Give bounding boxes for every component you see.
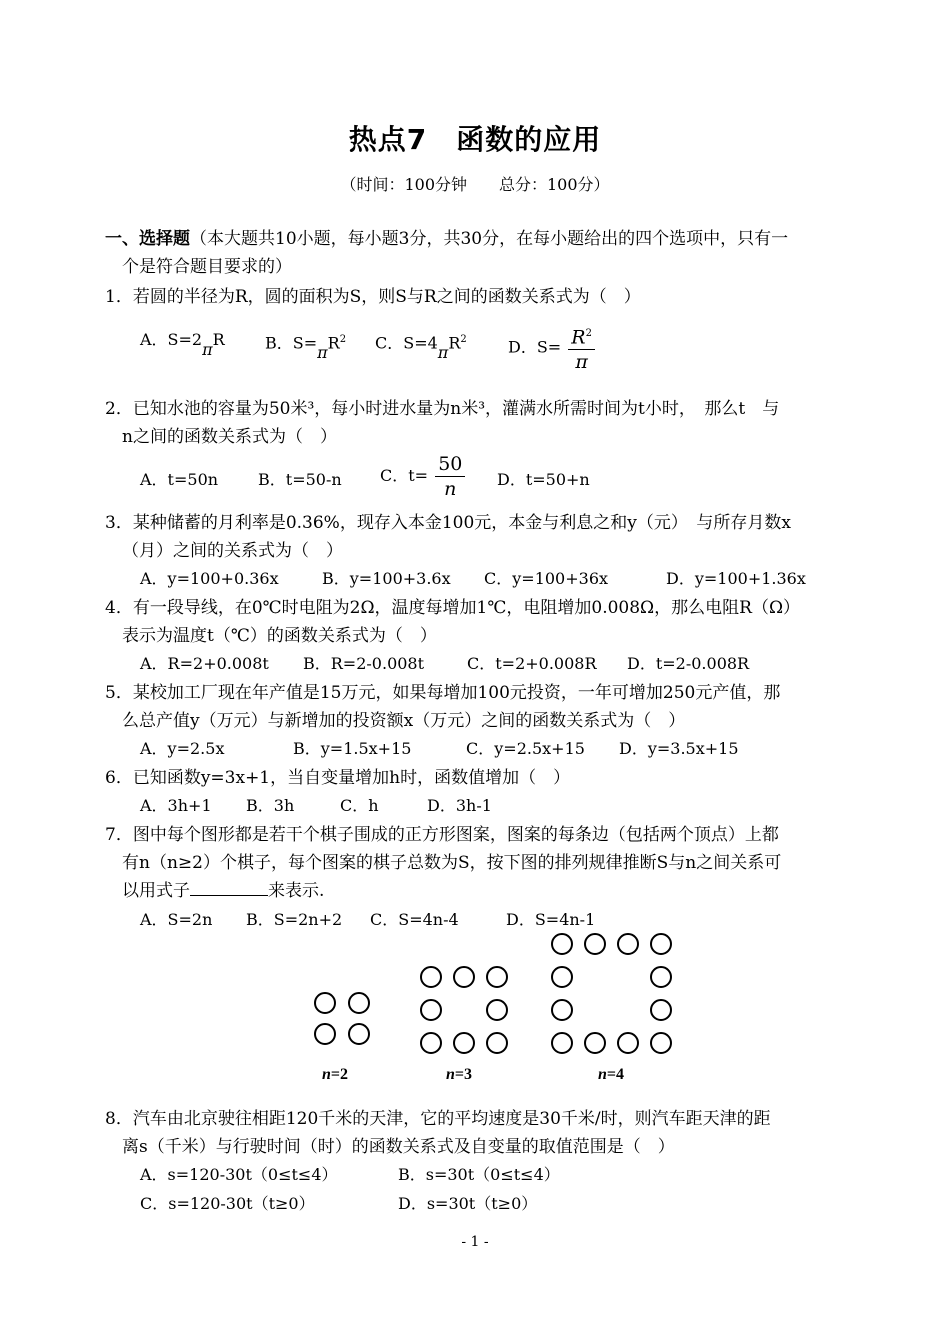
question-8-option-d: D．s=30t（t≥0） [398,1194,538,1213]
chess-piece [617,933,639,955]
chess-piece [650,1032,672,1054]
question-4-option-a: A．R=2+0.008t [140,654,269,673]
chess-piece [348,992,370,1014]
chess-piece [650,966,672,988]
question-7-line-3: 以用式子 来表示. [122,881,325,901]
answer-blank [190,881,268,896]
question-6-option-c: C．h [340,796,379,815]
question-2-option-a: A．t=50n [140,470,219,489]
question-3-option-d: D．y=100+1.36x [666,569,806,588]
question-5-line-2: 么总产值y（万元）与新增加的投资额x（万元）之间的函数关系式为（ ） [122,711,686,731]
question-4-line-2: 表示为温度t（℃）的函数关系式为（ ） [122,626,437,646]
question-2-option-c: C．t= $\frac{50}{n}$ [380,452,465,501]
figure-label-n4: n=4 [598,1066,625,1083]
question-5-option-c: C．y=2.5x+15 [466,739,585,758]
question-3-option-c: C．y=100+36x [484,569,609,588]
question-8-option-a: A．s=120-30t（0≤t≤4） [140,1165,338,1184]
chess-piece [420,999,442,1021]
question-2-option-b: B．t=50-n [258,470,342,489]
chess-piece [314,992,336,1014]
question-4-option-d: D．t=2-0.008R [627,654,750,673]
chess-piece [650,999,672,1021]
question-7-line-2: 有n（n≥2）个棋子，每个图案的棋子总数为S，按下图的排列规律推断S与n之间关系可 [122,853,782,873]
section-heading [105,228,788,250]
question-6-option-a: A．3h+1 [140,796,212,815]
question-3-line-2: （月）之间的关系式为（ ） [122,541,343,561]
question-5-option-b: B．y=1.5x+15 [293,739,412,758]
chess-piece [453,966,475,988]
chess-piece [486,966,508,988]
question-6-option-d: D．3h-1 [427,796,492,815]
chess-piece [584,933,606,955]
section-title: 一、选择题 [105,229,190,249]
question-3-option-b: B．y=100+3.6x [322,569,451,588]
question-3-line-1: 3．某种储蓄的月利率是0.36%，现存入本金100元，本金与利息之和y（元） 与所存月数x [105,513,791,533]
question-2-line-1: 2．已知水池的容量为50米³，每小时进水量为n米³，灌满水所需时间为t小时， 那么t 与 [105,399,780,419]
question-6-option-b: B．3h [246,796,295,815]
question-5-option-d: D．y=3.5x+15 [619,739,739,758]
question-1-option-b: B．$S=\pi R^2$ [265,333,347,363]
question-6-line-1: 6．已知函数y=3x+1，当自变量增加h时，函数值增加（ ） [105,768,571,788]
figure-label-n2: n=2 [322,1066,349,1083]
question-4-line-1: 4．有一段导线，在0℃时电阻为2Ω，温度每增加1℃，电阻增加0.008Ω，那么电阻R（Ω） [105,598,801,618]
question-8-option-b: B．s=30t（0≤t≤4） [398,1165,560,1184]
question-2-line-2: n之间的函数关系式为（ ） [122,427,337,447]
question-5-line-1: 5．某校加工厂现在年产值是15万元，如果每增加100元投资，一年可增加250元产值，那 [105,683,781,703]
chess-piece [551,999,573,1021]
question-7-option-d: D．S=4n-1 [506,910,596,929]
question-7-option-a: A．S=2n [140,910,213,929]
question-1-option-c: C．$S=4\pi R^2$ [375,333,467,363]
chess-piece [650,933,672,955]
fraction: $\frac{R^2}{\pi}$ [568,322,595,374]
chess-piece [420,1032,442,1054]
fraction: $\frac{50}{n}$ [435,452,465,501]
chess-piece [486,1032,508,1054]
figure-label-n3: n=3 [446,1066,473,1083]
chess-piece [551,966,573,988]
chess-piece [617,1032,639,1054]
exam-info: （时间：100分钟 总分：100分） [340,175,610,194]
question-2-option-d: D．t=50+n [497,470,590,489]
question-4-option-b: B．R=2-0.008t [303,654,425,673]
question-1-option-a: A．S=2πR [140,330,225,359]
question-8-line-1: 8．汽车由北京驶往相距120千米的天津，它的平均速度是30千米/时，则汽车距天津的距 [105,1109,771,1129]
chess-piece [486,999,508,1021]
page-number: - 1 - [461,1234,489,1250]
question-1-option-d: D．S= $\frac{R^2}{\pi}$ [508,322,595,374]
question-4-option-c: C．t=2+0.008R [467,654,597,673]
question-3-option-a: A．y=100+0.36x [140,569,279,588]
question-1-stem: 1．若圆的半径为R，圆的面积为S，则S与R之间的函数关系式为（ ） [105,287,641,307]
chess-piece [453,1032,475,1054]
question-7-option-c: C．S=4n-4 [370,910,459,929]
page-title: 热点7 函数的应用 [348,123,602,156]
question-7-option-b: B．S=2n+2 [246,910,343,929]
question-7-line-1: 7．图中每个图形都是若干个棋子围成的正方形图案，图案的每条边（包括两个顶点）上都 [105,825,779,845]
chess-piece [314,1023,336,1045]
question-8-line-2: 离s（千米）与行驶时间（时）的函数关系式及自变量的取值范围是（ ） [122,1137,675,1157]
section-desc-cont: 个是符合题目要求的） [122,257,292,277]
question-8-option-c: C．s=120-30t（t≥0） [140,1194,315,1213]
chess-piece [584,1032,606,1054]
chess-piece [551,933,573,955]
chess-piece [551,1032,573,1054]
chess-piece [420,966,442,988]
chess-piece [348,1023,370,1045]
section-desc: （本大题共10小题，每小题3分，共30分，在每小题给出的四个选项中，只有一 [190,229,789,249]
question-5-option-a: A．y=2.5x [140,739,225,758]
